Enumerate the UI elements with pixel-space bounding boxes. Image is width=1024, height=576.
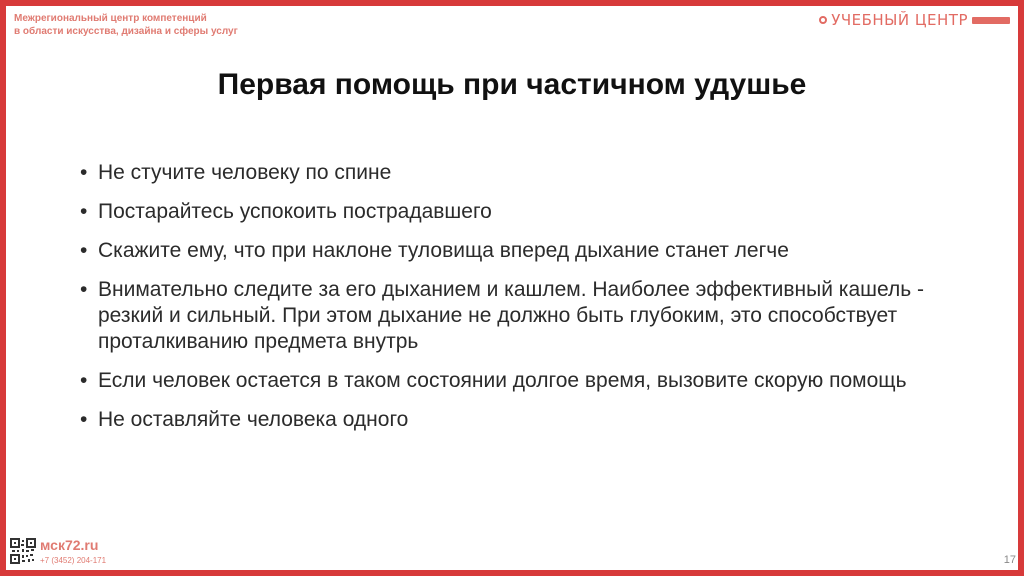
bullet-list <box>76 160 956 446</box>
bullet-item <box>76 277 956 355</box>
bullet-text: Постарайтесь успокоить пострадавшего <box>98 200 492 223</box>
bullet-item <box>76 368 956 394</box>
organization-line-2: в области искусства, дизайна и сферы услуг <box>14 26 238 37</box>
slide-title: Первая помощь при частичном удушье <box>217 68 807 101</box>
qr-code-icon <box>10 538 36 564</box>
brand-tagline-mark <box>972 17 1010 24</box>
bullet-text: Внимательно следите за его дыханием и кашлем. Наиболее эффективный кашель - резкий и сильный. При этом дыхание не должно быть глубоким, это способствует проталкиванию предмета внутрь <box>98 278 924 353</box>
bullet-marker: • <box>80 161 88 184</box>
bullet-item <box>76 199 956 225</box>
organization-name <box>14 12 238 38</box>
phone-number: +7 (3452) 204-171 <box>40 556 107 565</box>
bullet-marker: • <box>80 278 88 301</box>
bullet-text: Скажите ему, что при наклоне туловища вперед дыхание станет легче <box>98 239 789 262</box>
organization-line-1: Межрегиональный центр компетенций <box>14 13 207 24</box>
bullet-text: Не стучите человеку по спине <box>98 161 392 184</box>
bullet-item <box>76 407 956 433</box>
brand-name: УЧЕБНЫЙ ЦЕНТР <box>831 11 968 29</box>
bullet-marker: • <box>80 369 88 392</box>
ring-logo-icon <box>819 16 827 24</box>
bullet-text: Не оставляйте человека одного <box>98 408 409 431</box>
bullet-item <box>76 160 956 186</box>
bullet-text: Если человек остается в таком состоянии долгое время, вызовите скорую помощь <box>98 369 907 392</box>
brand-logo <box>819 11 1010 29</box>
page-number: 17 <box>1003 554 1016 566</box>
website-link[interactable]: мск72.ru <box>40 537 99 553</box>
bullet-item <box>76 238 956 264</box>
bullet-marker: • <box>80 408 88 431</box>
bullet-marker: • <box>80 200 88 223</box>
bullet-marker: • <box>80 239 88 262</box>
